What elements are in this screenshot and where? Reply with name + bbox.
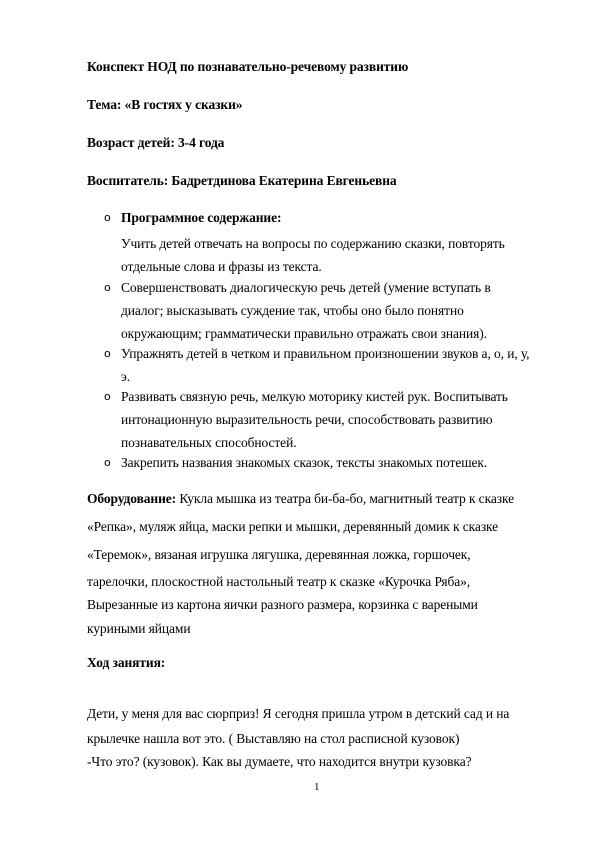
- equipment-line: «Теремок», вязаная игрушка лягушка, деревянная ложка, горшочек,: [87, 547, 471, 562]
- body-line: крылечке нашла вот это. ( Выставляю на стол расписной кузовок): [87, 731, 460, 746]
- lesson-topic: Тема: «В гостях у сказки»: [87, 97, 243, 112]
- equipment-text: Кукла мышка из театра би-ба-бо, магнитный театр к сказке: [176, 491, 514, 506]
- body-line: -Что это? (кузовок). Как вы думаете, что находится внутри кузовка?: [87, 754, 472, 769]
- equipment-label: Оборудование:: [87, 491, 177, 506]
- program-item-line: э.: [121, 369, 130, 384]
- page-number: 1: [314, 781, 320, 793]
- program-item-line: интонационную выразительность речи, способствовать развитию: [121, 412, 493, 427]
- program-item-line: Закрепить названия знакомых сказок, тексты знакомых потешек.: [121, 455, 488, 470]
- bullet-marker: o: [104, 211, 111, 224]
- bullet-marker: o: [104, 347, 111, 360]
- equipment-line: куриными яйцами: [87, 621, 191, 636]
- program-item-line: Совершенствовать диалогическую речь детей (умение вступать в: [121, 280, 491, 295]
- program-item-line: окружающим; грамматически правильно отражать свои знания).: [121, 326, 487, 341]
- program-item-line: диалог; высказывать суждение так, чтобы оно было понятно: [121, 303, 464, 318]
- program-item-line: познавательных способностей.: [121, 435, 297, 450]
- bullet-marker: o: [104, 456, 111, 469]
- equipment-first-line: [87, 491, 514, 507]
- children-age: Возраст детей: 3-4 года: [87, 135, 225, 150]
- equipment-line: «Репка», муляж яйца, маски репки и мышки, деревянный домик к сказке: [87, 519, 499, 534]
- teacher-name: Воспитатель: Бадретдинова Екатерина Евгеньевна: [87, 173, 397, 188]
- program-item-line: отдельные слова и фразы из текста.: [121, 259, 322, 274]
- body-line: Дети, у меня для вас сюрприз! Я сегодня пришла утром в детский сад и на: [87, 706, 510, 721]
- program-item-line: Упражнять детей в четком и правильном произношении звуков а, о, и, у,: [121, 346, 530, 361]
- program-heading: Программное содержание:: [121, 210, 282, 225]
- lesson-heading: Ход занятия:: [87, 655, 166, 670]
- equipment-line: тарелочки, плоскостной настольный театр к сказке «Курочка Ряба»,: [87, 574, 471, 589]
- document-title: Конспект НОД по познавательно-речевому развитию: [87, 59, 409, 74]
- equipment-line: Вырезанные из картона яички разного размера, корзинка с вареными: [87, 597, 478, 612]
- program-item-line: Развивать связную речь, мелкую моторику кистей рук. Воспитывать: [121, 389, 508, 404]
- bullet-marker: o: [104, 281, 111, 294]
- bullet-marker: o: [104, 390, 111, 403]
- program-item-line: Учить детей отвечать на вопросы по содержанию сказки, повторять: [121, 236, 505, 251]
